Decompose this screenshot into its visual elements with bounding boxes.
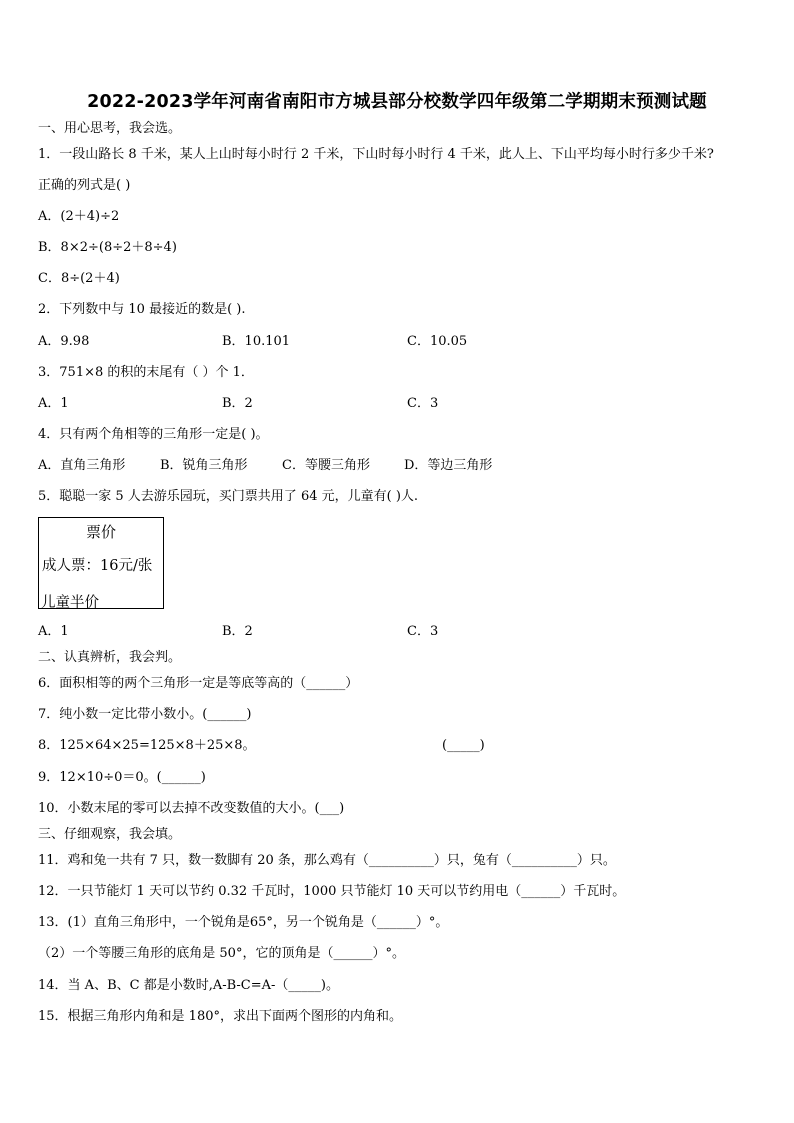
- question-5-option-a: A．1: [38, 624, 69, 639]
- question-8-stem: 8．125×64×25=125×8＋25×8。: [38, 738, 256, 753]
- question-4-option-b: B．锐角三角形: [160, 458, 248, 473]
- question-2-option-c: C．10.05: [407, 334, 468, 349]
- ticket-adult-price: 成人票：16元/张: [42, 558, 153, 574]
- question-1-option-c: C．8÷(2＋4): [38, 271, 120, 286]
- question-1-option-b: B．8×2÷(8÷2＋8÷4): [38, 240, 177, 255]
- ticket-price-table: [38, 517, 164, 609]
- question-4-option-a: A．直角三角形: [38, 458, 126, 473]
- section-heading-choose: 一、用心思考，我会选。: [38, 121, 182, 136]
- question-14: 14．当 A、B、C 都是小数时,A-B-C=A-（_____)。: [38, 978, 339, 993]
- question-3-option-a: A．1: [38, 396, 69, 411]
- question-2-stem: 2．下列数中与 10 最接近的数是( ).: [38, 302, 246, 317]
- question-1-stem-continued: 正确的列式是( ): [38, 178, 131, 193]
- question-11: 11．鸡和兔一共有 7 只，数一数脚有 20 条，那么鸡有（__________）只，兔有（__________）只。: [38, 853, 616, 868]
- question-4-option-d: D．等边三角形: [404, 458, 493, 473]
- question-13-part-2: （2）一个等腰三角形的底角是 50°，它的顶角是（______）°。: [38, 946, 405, 961]
- question-1-stem: 1．一段山路长 8 千米，某人上山时每小时行 2 千米，下山时每小时行 4 千米，此人上、下山平均每小时行多少千米?: [38, 147, 714, 162]
- section-heading-fill: 三、仔细观察，我会填。: [38, 827, 182, 842]
- question-9: 9．12×10÷0＝0。(______): [38, 770, 206, 785]
- ticket-price-title: 票价: [85, 523, 116, 541]
- question-6: 6．面积相等的两个三角形一定是等底等高的（______）: [38, 676, 359, 691]
- question-8-answer-blank: (_____): [442, 738, 485, 753]
- page-title: 2022-2023学年河南省南阳市方城县部分校数学四年级第二学期期末预测试题: [87, 92, 707, 112]
- question-10: 10．小数末尾的零可以去掉不改变数值的大小。(___): [38, 801, 345, 816]
- question-5-option-b: B．2: [222, 624, 253, 639]
- question-13-part-1: 13．(1）直角三角形中，一个锐角是65°，另一个锐角是（______）°。: [38, 915, 449, 930]
- section-heading-judge: 二、认真辨析，我会判。: [38, 650, 182, 665]
- question-2-option-a: A．9.98: [38, 334, 90, 349]
- question-3-option-c: C．3: [407, 396, 439, 411]
- question-1-option-a: A．(2＋4)÷2: [38, 209, 120, 224]
- question-5-stem: 5．聪聪一家 5 人去游乐园玩，买门票共用了 64 元，儿童有( )人.: [38, 489, 419, 504]
- question-4-option-c: C．等腰三角形: [282, 458, 370, 473]
- question-4-stem: 4．只有两个角相等的三角形一定是( )。: [38, 427, 269, 442]
- question-7: 7．纯小数一定比带小数小。(______): [38, 707, 252, 722]
- question-12: 12．一只节能灯 1 天可以节约 0.32 千瓦时，1000 只节能灯 10 天可以节约用电（______）千瓦时。: [38, 884, 626, 899]
- question-2-option-b: B．10.101: [222, 334, 291, 349]
- question-3-option-b: B．2: [222, 396, 253, 411]
- question-3-stem: 3．751×8 的积的末尾有（ ）个 1．: [38, 365, 254, 380]
- question-15: 15．根据三角形内角和是 180°，求出下面两个图形的内角和。: [38, 1009, 402, 1024]
- question-5-option-c: C．3: [407, 624, 439, 639]
- ticket-child-price: 儿童半价: [41, 595, 99, 611]
